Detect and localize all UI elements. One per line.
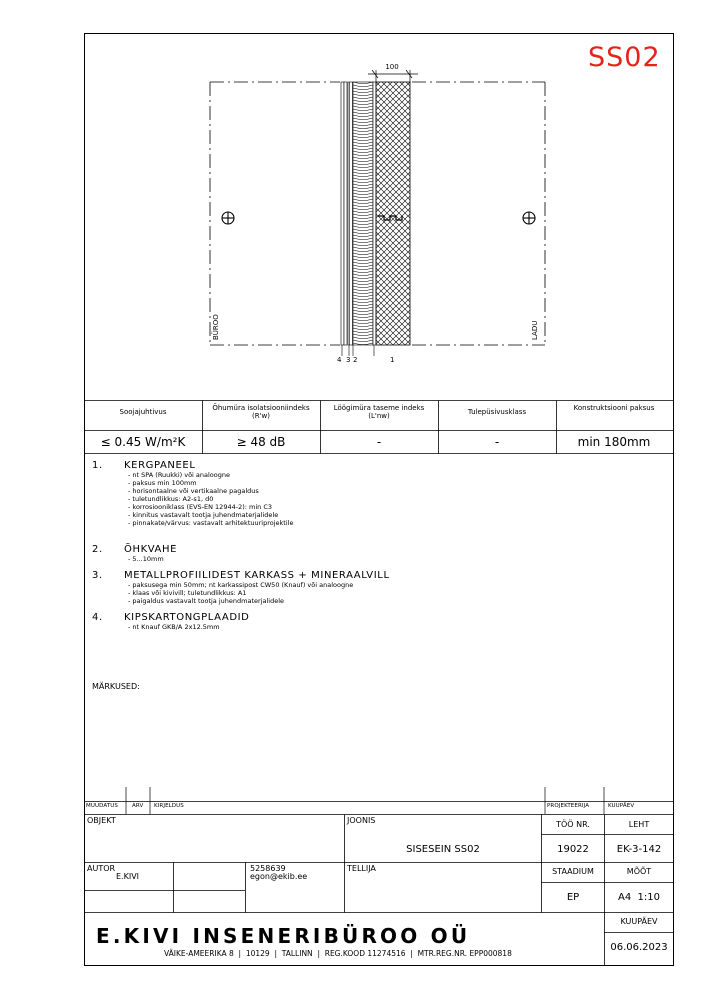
remarks-label: MÄRKUSED: <box>92 682 140 691</box>
prop-header-thermal: Soojajuhtivus <box>119 408 167 416</box>
company-name: E.KIVI INSENERIBÜROO OÜ <box>96 924 471 948</box>
prop-header-impact: Löögimüra taseme indeks (L'nw) <box>333 404 425 420</box>
layer-title: KIPSKARTONGPLAADID <box>124 612 250 623</box>
leht-value: EK-3-142 <box>616 844 662 855</box>
wall-section <box>341 82 410 345</box>
layer-number-1: 1 <box>390 356 395 364</box>
layer-number: 4. <box>92 612 103 623</box>
revision-block-lines <box>85 787 674 815</box>
phone: 5258639 <box>250 864 286 873</box>
detail-line: - nt Knauf GKB/A 2x12.5mm <box>128 623 220 631</box>
layer-number: 2. <box>92 544 103 555</box>
tellija-label: TELLIJA <box>347 864 376 873</box>
prop-value-thickness: min 180mm <box>577 435 651 449</box>
detail-line: - tuletundlikkus: A2-s1, d0 <box>128 495 214 503</box>
detail-line: - klaas või kivivill; tuletundlikkus: A1 <box>128 589 247 597</box>
layer-title: KERGPANEEL <box>124 460 196 471</box>
rev-projekteerija: PROJEKTEERIJA <box>547 803 590 809</box>
layer-number-3: 3 <box>346 356 351 364</box>
room-label-left: BÜROO <box>212 314 220 340</box>
layer-number: 1. <box>92 460 103 471</box>
too-nr-label: TÖÖ NR. <box>556 820 590 829</box>
dimension-value: 100 <box>385 63 399 71</box>
detail-line: - paksus min 100mm <box>128 479 197 487</box>
detail-line: - horisontaalne või vertikaalne pagaldus <box>128 487 259 495</box>
joonis-value: SISESEIN SS02 <box>406 844 480 855</box>
layer-leaders <box>342 345 374 356</box>
prop-value-impact: - <box>376 435 382 449</box>
layer-title: METALLPROFIILIDEST KARKASS + MINERAALVILL <box>124 570 390 581</box>
sheet-id: SS02 <box>588 42 661 73</box>
detail-line: - 5...10mm <box>128 555 164 563</box>
kuupaev-label: KUUPÄEV <box>620 917 658 926</box>
objekt-label: OBJEKT <box>87 816 116 825</box>
joonis-label: JOONIS <box>347 816 376 825</box>
room-label-right: LADU <box>531 320 539 340</box>
autor-label: AUTOR <box>87 864 116 873</box>
layer-number: 3. <box>92 570 103 581</box>
moot-label: MÕÕT <box>626 867 652 876</box>
prop-header-fire: Tulepüsivusklass <box>467 408 527 416</box>
rev-kirjeldus: KIRJELDUS <box>154 803 184 809</box>
prop-value-fire: - <box>494 435 500 449</box>
email: egon@ekib.ee <box>250 872 308 881</box>
rev-arv: ARV <box>132 803 144 809</box>
company-address: VÄIKE-AMEERIKA 8 | 10129 | TALLINN | REG.KOOD 11274516 | MTR.REG.NR. EPP000818 <box>164 949 512 958</box>
detail-line: - paksusega min 50mm; nt karkassipost CW50 (Knauf) või analoogne <box>128 581 354 589</box>
prop-header-airborne: Õhumüra isolatsiooniindeks (R'w) <box>212 404 310 420</box>
detail-line: - paigaldus vastavalt tootja juhendmaterjalidele <box>128 597 284 605</box>
prop-header-thickness: Konstruktsiooni paksus <box>573 404 655 412</box>
detail-line: - pinnakate/värvus: vastavalt arhitektuuriprojektile <box>128 519 294 527</box>
prop-value-thermal: ≤ 0.45 W/m²K <box>100 435 186 449</box>
autor-value: E.KIVI <box>116 872 140 881</box>
detail-line: - kinnitus vastavalt tootja juhendmaterjalidele <box>128 511 279 519</box>
moot-value: A4 1:10 <box>617 892 661 903</box>
staadium-value: EP <box>566 892 580 903</box>
prop-value-airborne: ≥ 48 dB <box>236 435 286 449</box>
detail-line: - korrosiooniklass (EVS-EN 12944-2): min C3 <box>128 503 272 511</box>
layer-number-4: 4 <box>337 356 342 364</box>
detail-line: - nt SPA (Ruukki) või analoogne <box>128 471 231 479</box>
kuupaev-value: 06.06.2023 <box>610 942 668 953</box>
rev-kuupaev: KUUPÄEV <box>608 803 635 809</box>
layer-number-2: 2 <box>353 356 358 364</box>
rev-muudatus: MUUDATUS <box>86 803 118 809</box>
leht-label: LEHT <box>628 820 650 829</box>
staadium-label: STAADIUM <box>552 867 594 876</box>
too-nr-value: 19022 <box>557 844 589 855</box>
layer-title: ÕHKVAHE <box>124 544 178 555</box>
